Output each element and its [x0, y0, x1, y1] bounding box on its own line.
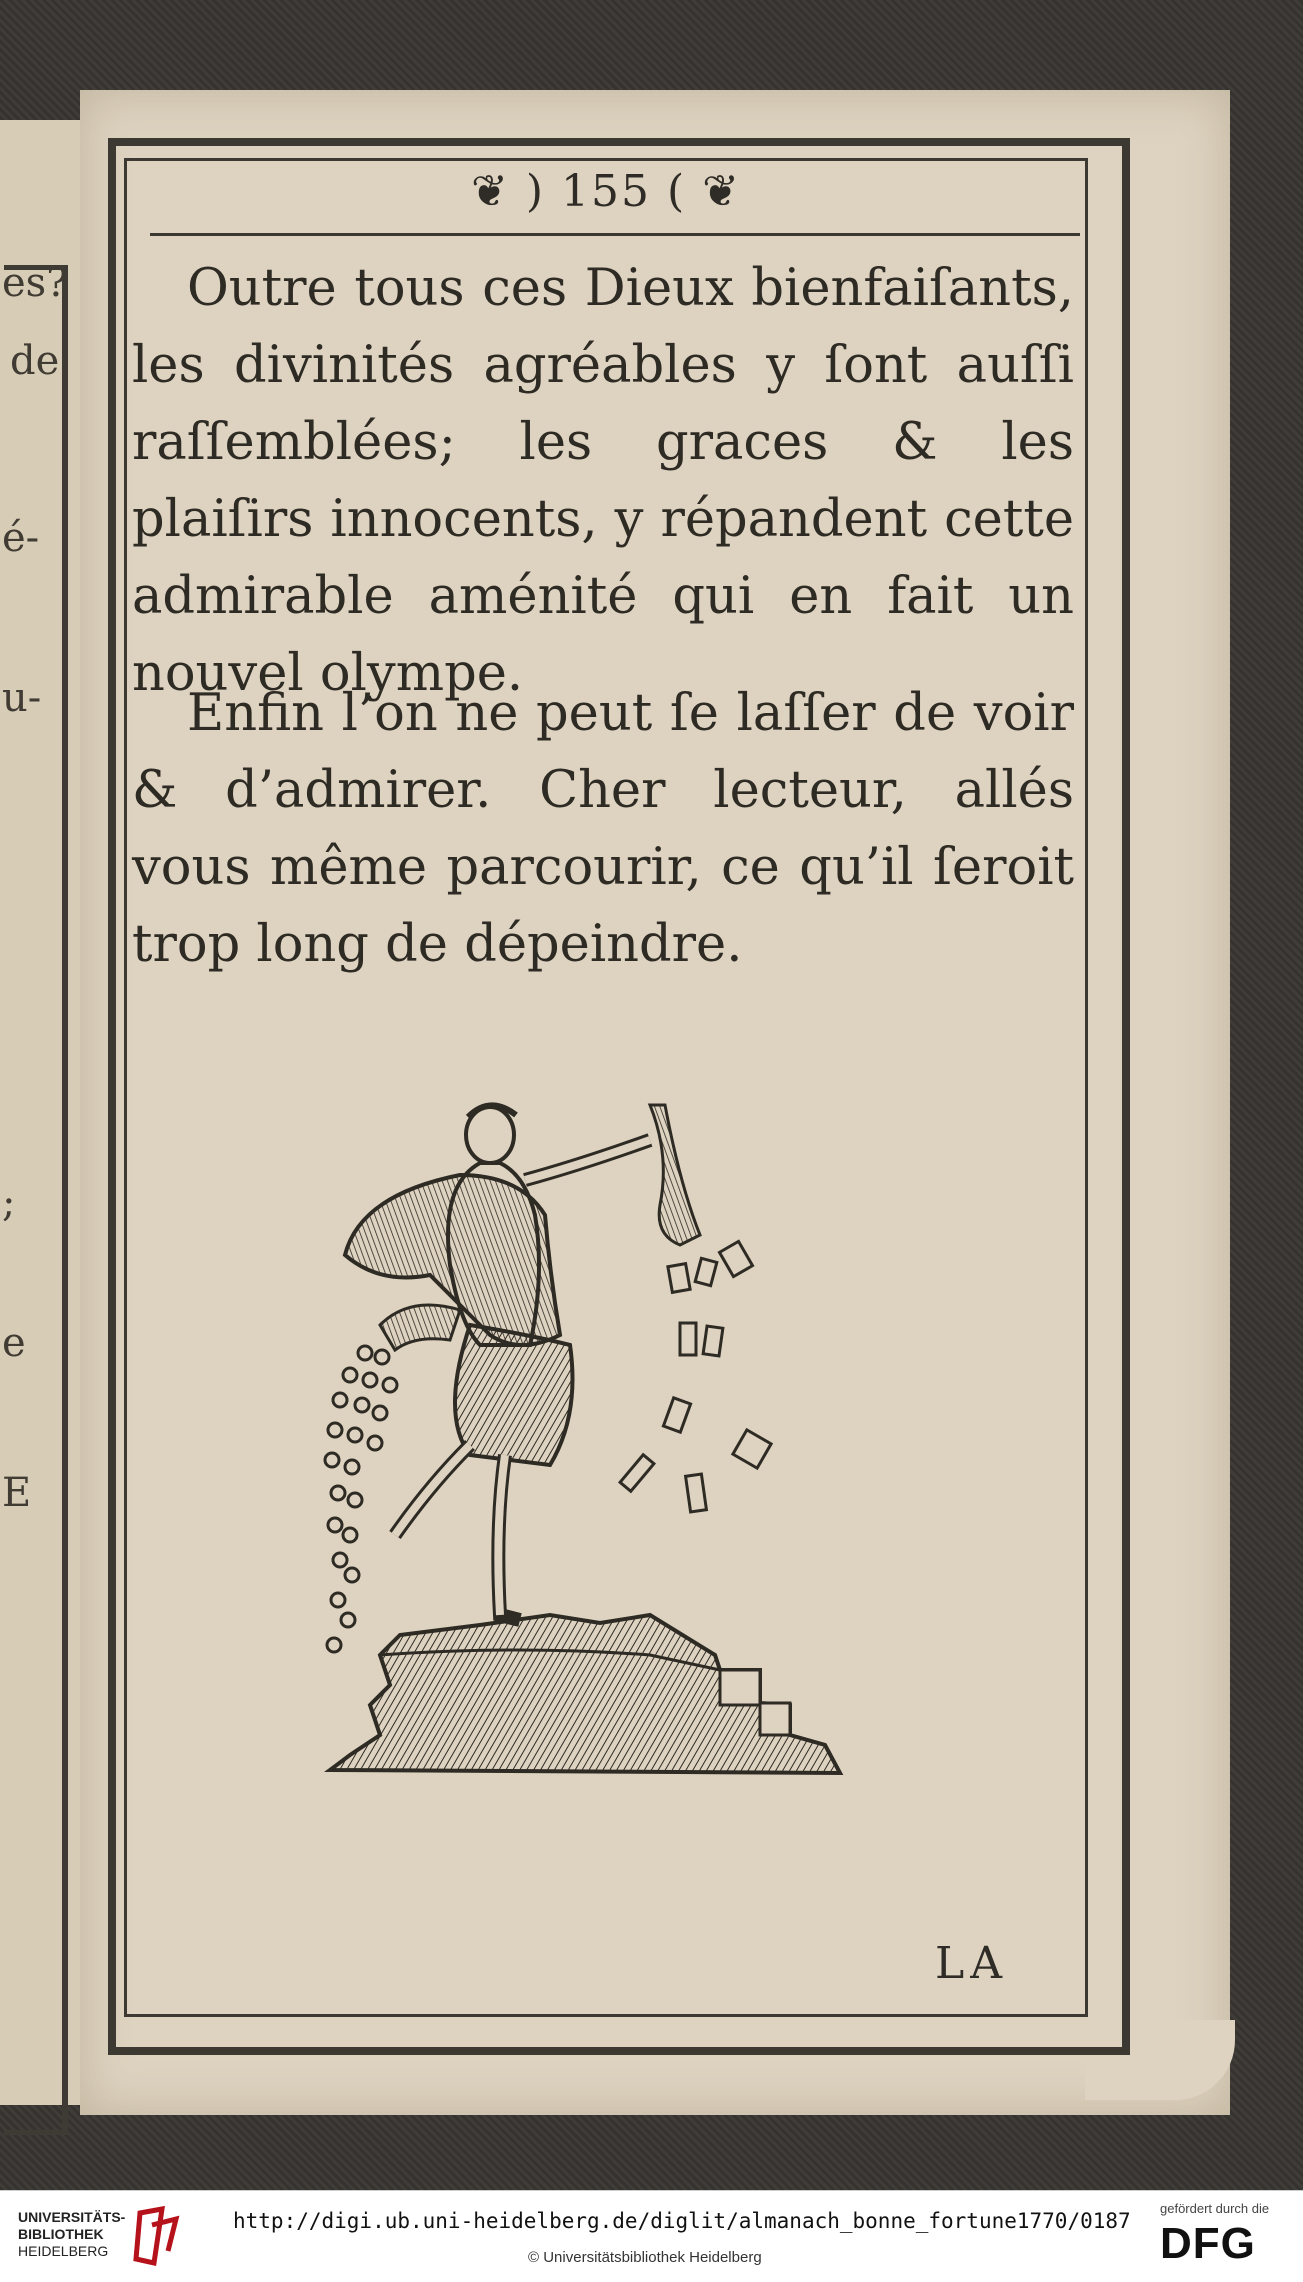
library-name-line: UNIVERSITÄTS-: [18, 2209, 126, 2225]
left-fragment: ;: [2, 1180, 16, 1226]
library-name-line: HEIDELBERG: [18, 2243, 109, 2259]
copyright-notice: © Universitätsbibliothek Heidelberg: [528, 2249, 762, 2266]
paragraph: Outre tous ces Dieux bienfaiſants, les divinités agréables y ſont auſſi raſſemblées; les graces & les plaiſirs innocents, y répandent cette admirable aménité qui en fait un nouvel olympe.: [132, 259, 1074, 703]
library-emblem-icon: [132, 2205, 182, 2267]
head-rule: [150, 233, 1080, 236]
sponsor-note: gefördert durch die: [1160, 2201, 1270, 2216]
left-fragment: é-: [2, 515, 40, 561]
fortune-engraving: [320, 1095, 850, 1785]
library-name-line: BIBLIOTHEK: [18, 2226, 104, 2242]
library-logo[interactable]: [18, 2209, 138, 2260]
left-fragment: es?: [2, 260, 68, 306]
left-page: [0, 120, 83, 2105]
paragraph: Enfin l’on ne peut ſe laſſer de voir & d’admirer. Cher lecteur, allés vous même parcourir, ce qu’il ſeroit trop long de dépeindre.: [132, 684, 1074, 974]
left-fragment: de: [10, 338, 60, 384]
dfg-logo[interactable]: DFG: [1160, 2219, 1256, 2268]
running-head: ❦ ) 155 ( ❦: [471, 166, 741, 217]
catchword: LA: [935, 1938, 1008, 1989]
left-fragment: u-: [2, 675, 42, 721]
left-fragment: E: [2, 1470, 32, 1516]
viewer-footer: [0, 2190, 1303, 2282]
permalink-url[interactable]: http://digi.ub.uni-heidelberg.de/diglit/almanach_bonne_fortune1770/0187: [233, 2209, 1131, 2233]
left-fragment: e: [2, 1320, 26, 1366]
